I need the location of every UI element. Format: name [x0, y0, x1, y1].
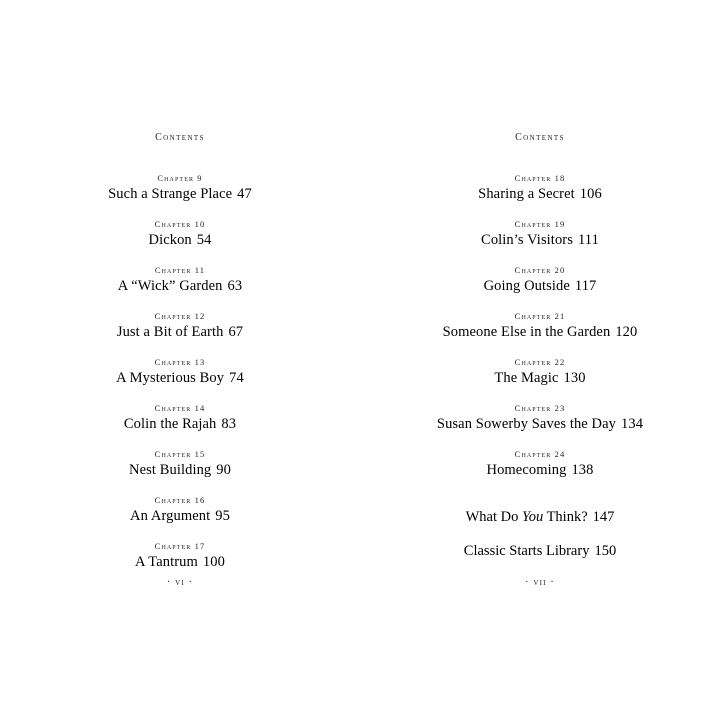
toc-entry — [360, 173, 720, 203]
chapter-title-line — [0, 416, 360, 433]
chapter-page: 117 — [574, 278, 597, 294]
chapter-page: 90 — [216, 462, 231, 478]
toc-entry — [360, 403, 720, 433]
chapter-title-line — [360, 462, 720, 479]
toc-entry — [0, 541, 360, 571]
running-head: Contents — [515, 132, 565, 143]
back-matter-page: 147 — [592, 509, 615, 525]
back-matter-title-italic: You — [521, 509, 544, 525]
chapter-label: Chapter 18 — [514, 173, 566, 183]
chapter-title-line — [360, 370, 720, 387]
chapter-label: Chapter 12 — [154, 311, 206, 321]
chapter-title: A “Wick” Garden — [117, 278, 223, 294]
toc-entry — [0, 173, 360, 203]
chapter-title-line — [0, 554, 360, 571]
chapter-page: 120 — [615, 324, 638, 340]
chapter-title: Susan Sowerby Saves the Day — [436, 416, 617, 432]
back-matter-title-before: Classic Starts Library — [463, 543, 590, 559]
chapter-title: Someone Else in the Garden — [442, 324, 611, 340]
chapter-title: Dickon — [148, 232, 192, 248]
chapter-title-line — [360, 278, 720, 295]
chapter-page: 83 — [221, 416, 237, 432]
back-matter-list — [360, 509, 720, 560]
chapter-label: Chapter 23 — [514, 403, 566, 413]
left-page-content — [0, 132, 360, 587]
chapter-title-line — [0, 278, 360, 295]
chapter-page: 106 — [579, 186, 602, 202]
right-page-content — [360, 132, 720, 577]
toc-entry — [0, 357, 360, 387]
chapter-title: The Magic — [494, 370, 559, 386]
toc-entry — [0, 449, 360, 479]
chapter-label: Chapter 19 — [514, 219, 566, 229]
chapter-label: Chapter 14 — [154, 403, 206, 413]
chapter-label: Chapter 16 — [154, 495, 206, 505]
chapter-title-line — [360, 324, 720, 341]
chapter-page: 100 — [202, 554, 225, 570]
chapter-title: Sharing a Secret — [478, 186, 575, 202]
chapter-title-line — [0, 462, 360, 479]
chapter-page: 67 — [228, 324, 244, 340]
chapter-page: 63 — [227, 278, 243, 294]
running-head: Contents — [155, 132, 205, 143]
chapter-label: Chapter 20 — [514, 265, 566, 275]
chapter-title: Going Outside — [483, 278, 570, 294]
toc-entry — [360, 357, 720, 387]
chapter-label: Chapter 21 — [514, 311, 566, 321]
toc-entry — [0, 403, 360, 433]
back-matter-entry — [360, 543, 720, 560]
page-folio: · vi · — [166, 577, 194, 588]
chapter-page: 74 — [229, 370, 244, 386]
toc-entry — [0, 311, 360, 341]
chapter-page: 111 — [577, 232, 599, 248]
chapter-label: Chapter 11 — [154, 265, 206, 275]
chapter-title: A Mysterious Boy — [116, 370, 225, 386]
chapter-title-line — [0, 370, 360, 387]
chapter-title: Just a Bit of Earth — [116, 324, 224, 340]
chapter-title: Such a Strange Place — [108, 186, 233, 202]
chapter-title-line — [0, 508, 360, 525]
chapter-label: Chapter 10 — [154, 219, 206, 229]
back-matter-title-after: Think? — [543, 509, 588, 525]
chapter-page: 54 — [196, 232, 212, 248]
back-matter-page: 150 — [594, 543, 617, 559]
chapter-title-line — [0, 232, 360, 249]
chapter-title: An Argument — [130, 508, 211, 524]
chapter-title: Nest Building — [129, 462, 212, 478]
chapter-title-line — [360, 416, 720, 433]
toc-entry — [360, 265, 720, 295]
page-folio: · vii · — [525, 577, 555, 588]
chapter-title-line — [0, 186, 360, 203]
chapter-page: 47 — [237, 186, 252, 202]
chapter-page: 95 — [215, 508, 230, 524]
chapter-page: 130 — [563, 370, 586, 386]
chapter-title: Colin’s Visitors — [481, 232, 573, 248]
chapter-title: A Tantrum — [135, 554, 198, 570]
chapter-label: Chapter 24 — [514, 449, 566, 459]
chapter-title-line — [360, 186, 720, 203]
right-page — [360, 0, 720, 720]
chapter-label: Chapter 17 — [154, 541, 206, 551]
toc-entry — [0, 219, 360, 249]
toc-entry — [0, 265, 360, 295]
chapter-label: Chapter 9 — [157, 173, 203, 183]
toc-entry — [360, 311, 720, 341]
chapter-title-line — [360, 232, 720, 249]
toc-entry — [360, 219, 720, 249]
back-matter-title-before: What Do — [465, 509, 522, 525]
chapter-title: Homecoming — [486, 462, 567, 478]
toc-entry — [0, 495, 360, 525]
chapter-page: 138 — [571, 462, 594, 478]
chapter-page: 134 — [621, 416, 644, 432]
toc-entry — [360, 449, 720, 479]
back-matter-entry — [360, 509, 720, 526]
chapter-label: Chapter 13 — [154, 357, 206, 367]
chapter-label: Chapter 22 — [514, 357, 566, 367]
chapter-title-line — [0, 324, 360, 341]
chapter-title: Colin the Rajah — [123, 416, 217, 432]
chapter-label: Chapter 15 — [154, 449, 206, 459]
